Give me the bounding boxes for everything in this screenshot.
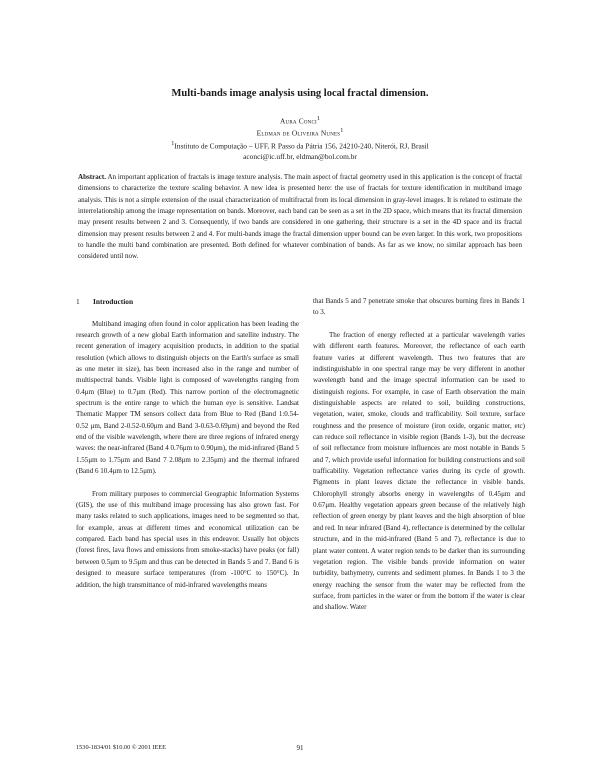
paragraph: that Bands 5 and 7 penetrate smoke that obscures burning fires in Bands 1 to 3. xyxy=(313,297,525,317)
section-number: 1 xyxy=(76,297,80,306)
footer-copyright: 1530-1834/01 $10.00 © 2001 IEEE xyxy=(76,744,166,751)
abstract xyxy=(78,172,522,263)
abstract-label: Abstract. xyxy=(78,173,106,181)
author-1-name: Aura Conci xyxy=(280,116,317,126)
paragraph: Multiband imaging often found in color application has been leading the research growth of a new global Earth information and satellite industry. The recent generation of imagery acquisition products, in addition to the spatial resolution (which allows to distinguish objects on the Earth's surface as small as one meter in size), has been increased also in the range and number of multispectral bands. Visible light is composed of wavelengths ranging from 0.4μm (Blue) to 0.7μm (Red). This narrow portion of the electromagnetic spectrum is the entire range to which the human eye is sensitive. Landsat Thematic Mapper TM sensors collect data from Blue to Red (Band 1:0.54-0.52 μm, Band 2-0.52-0.60μm and Band 3-0.63-0.69μm) and beyond the Red end of the visible wavelength, where there are three regions of infrared energy waves: the near-infrared (Band 4 0.76μm to 0.90μm), the mid-infrared (Band 5 1.55μm to 1.75μm and Band 7 2.08μm to 2.35μm) and the thermal infrared (Band 6 10.4μm to 12.5μm). xyxy=(76,319,299,476)
left-column xyxy=(76,296,299,591)
abstract-text: An important application of fractals is image texture analysis. The main aspect of fractal geometry used in this application is the concept of fractal dimensions to characterize the texture scaling behavior. A new idea is presented here: the use of fractals for texture identification in multiband image analysis. This is not a simple extension of the usual characterization of multifractal from its local dimension in gray-level images. It is related to estimate the interrelationship among the image representation on bands. Moreover, each band can be seen as a set in the 2D space, which means that its fractal dimension may present results between 2 and 3. Consequently, if two bands are considered in one gathering, their structure is a set in the 4D space and its fractal dimension may present results between 2 and 4. For multi-bands image the fractal dimension upper bound can be even larger. In this work, two propositions to handle the multi band combination are presented. Both defined for whatever combination of bands. As far as we know, no similar approach has been considered until now. xyxy=(78,173,522,261)
affiliation-mark: 1 xyxy=(171,140,175,147)
paragraph: The fraction of energy reflected at a particular wavelength varies with different earth features. Moreover, the reflectance of each earth feature varies at different wavelength. Thus two features that are indistinguishable in one spectral range may be very different in another wavelength band and the image spectral information can be used to distinguish regions. For example, in case of Earth observation the main distinguishable aspects are related to soil, building constructions, vegetation, water, smoke, clouds and trafficability. Soil texture, surface roughness and the presence of moisture (iron oxide, organic matter, etc) can reduce soil reflectance in visible region (Bands 1-3), but the decrease of soil reflectance from moisture influences are most notable in Bands 5 and 7, which provide useful information for building constructions and soil trafficability. Vegetation reflectance varies during its cycle of growth. Pigments in plant leaves dictate the reflectance in visible bands. Chlorophyll strongly absorbs energy in wavelengths of 0.45μm and 0.67μm. Healthy vegetation appears green because of the relatively high reflection of green energy by plant leaves and the high absorption of blue and red. In near infrared (Band 4), reflectance is determined by the cellular structure, and in the mid-infrared (Band 5 and 7), reflectance is due to plant water content. A water region tends to be darker than its surrounding vegetation region. The visible bands provide information on water turbidity, bathymetry, currents and sediment plumes. In Bands 1 to 3 the energy reaching the sensor from the water may be reflected from the surface, from particles in the water or from the bottom if the water is clear and shallow. Water xyxy=(313,330,525,612)
section-heading xyxy=(76,296,299,307)
author-block xyxy=(0,114,600,162)
author-emails: aconci@ic.uff.br, eldman@bol.com.br xyxy=(243,152,357,162)
author-1 xyxy=(0,114,600,126)
author-2-mark: 1 xyxy=(340,128,344,135)
affiliation-text: Instituto de Computação – UFF, R Passo da Pátria 156, 24210-240, Niterói, RJ, Brasil xyxy=(174,141,429,151)
paragraph: From military purposes to commercial Geographic Information Systems (GIS), the use of this multiband image processing has also grown fast. For many tasks related to such applications, images need to be segmented so that, for example, areas at different times and economical utilization can be compared. Each band has special uses in this endeavor. Usually hot objects (forest fires, lava flows and emissions from smoke-stacks) have peaks (or fall) between 0.5μm to 9.5μm and thus can be detected in Bands 5 and 7. Band 6 is designed to measure surface temperatures (from -100°C to 150°C). In addition, the high transmittance of mid-infrared wavelengths means xyxy=(76,489,299,589)
section-title: Introduction xyxy=(93,297,134,306)
author-2 xyxy=(0,126,600,138)
affiliation xyxy=(0,139,600,151)
paper-title: Multi-bands image analysis using local fractal dimension. xyxy=(171,88,429,99)
author-1-mark: 1 xyxy=(316,116,320,122)
page-number: 91 xyxy=(296,744,304,752)
right-column xyxy=(313,296,525,614)
author-2-name: Eldman de Oliveira Nunes xyxy=(256,128,341,138)
